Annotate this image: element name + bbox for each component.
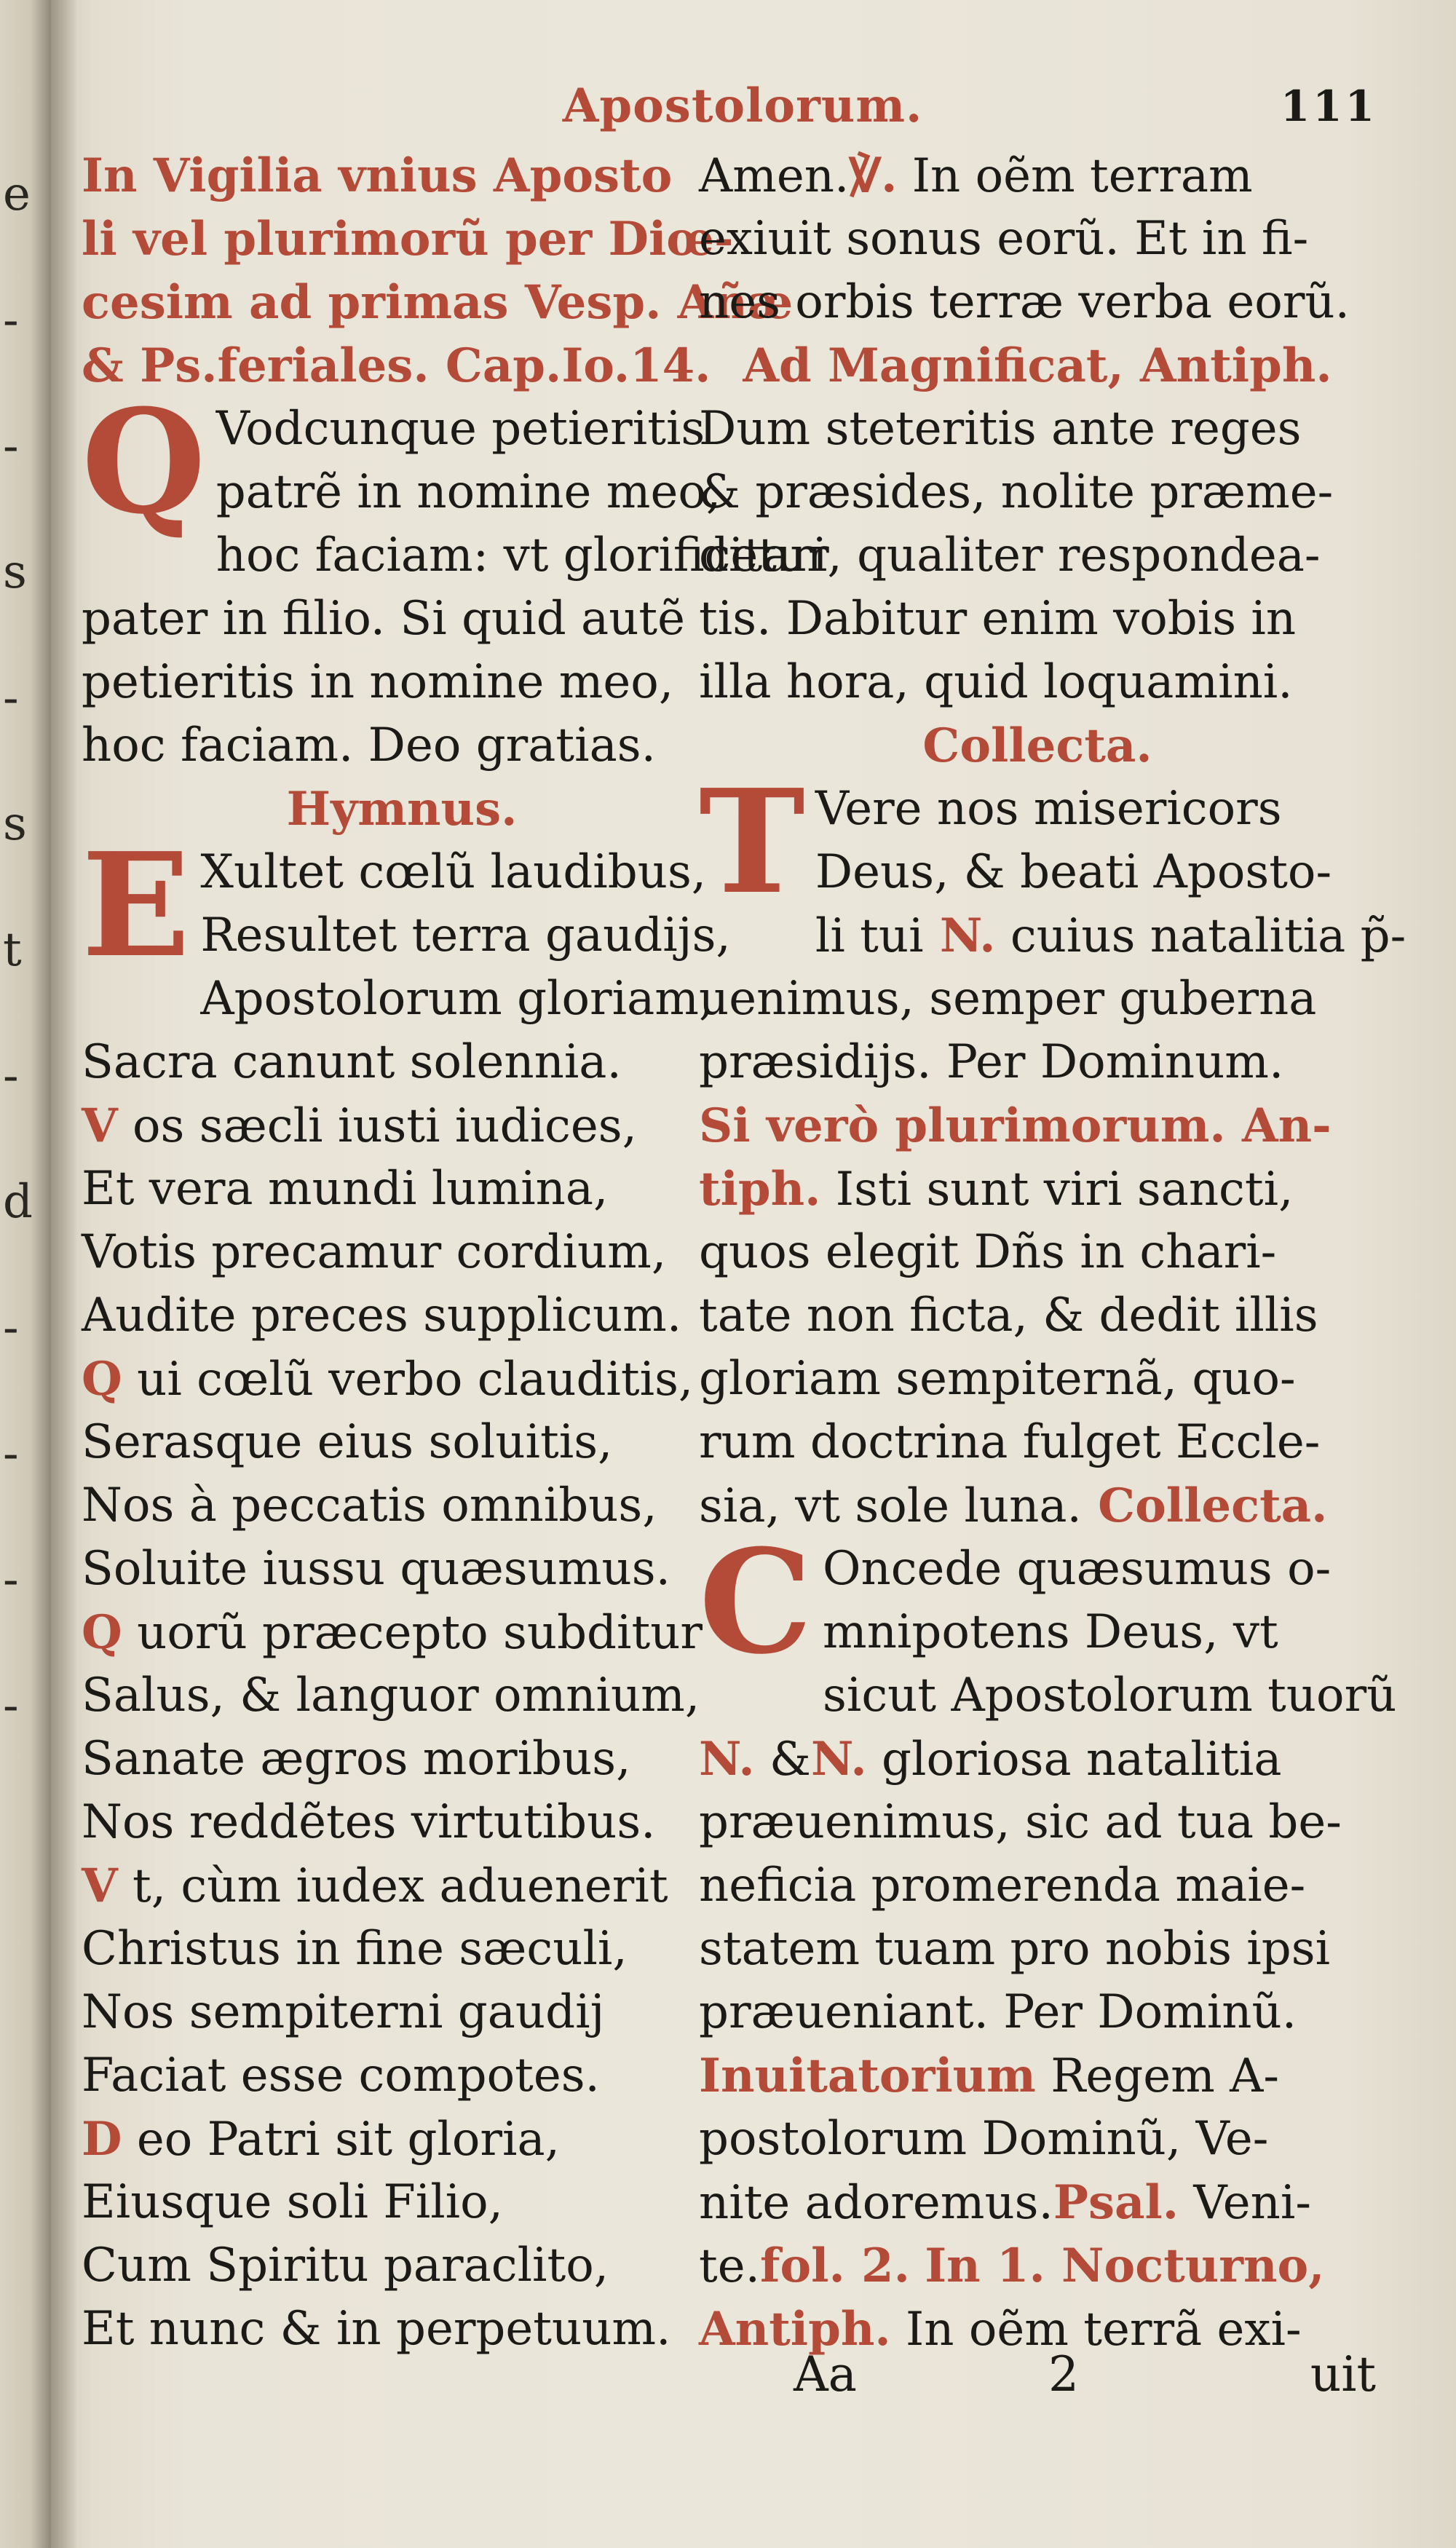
right-column-line	[699, 1348, 1376, 1411]
right-column-line	[699, 651, 1376, 714]
body-text: & præsides, nolite præme-	[699, 465, 1334, 519]
right-column-line	[699, 1031, 1376, 1094]
right-column-line	[699, 1791, 1376, 1854]
body-text: Resultet terra gaudijs,	[200, 909, 731, 962]
left-column-line	[82, 1284, 722, 1348]
body-text: Apostolorum gloriam,	[200, 972, 714, 1026]
right-column-line	[699, 968, 1376, 1031]
body-text: Votis precamur cordium,	[82, 1225, 667, 1279]
left-column-line	[82, 207, 734, 271]
previous-page-edge	[0, 0, 51, 2548]
left-column-line	[82, 1221, 722, 1284]
left-column-line	[82, 1538, 722, 1601]
right-column-line	[699, 1221, 1376, 1284]
body-text: sia, vt sole luna.	[699, 1479, 1082, 1533]
previous-page-fragment: -	[3, 1679, 19, 1733]
red-text: N.	[923, 909, 996, 963]
body-text: tis. Dabitur enim vobis in	[699, 592, 1297, 646]
drop-capital: Q	[82, 379, 206, 546]
body-text: In oẽm terram	[897, 149, 1253, 203]
drop-capital: E	[82, 822, 191, 989]
previous-page-fragment: s	[3, 545, 27, 599]
left-column-line	[82, 1791, 722, 1854]
rubric-text: Hymnus.	[286, 782, 518, 836]
body-text: Oncede quæsumus o-	[823, 1542, 1332, 1596]
left-column-line	[82, 587, 722, 651]
body-text: li tui	[815, 909, 924, 963]
right-column-line	[699, 524, 1376, 587]
body-text: Et nunc & in perpetuum.	[82, 2302, 671, 2356]
body-text: Veni-	[1179, 2176, 1311, 2230]
left-column-line	[82, 1411, 722, 1474]
left-column-line	[82, 1094, 722, 1158]
page-gutter-shadow	[51, 0, 77, 2548]
left-column-line	[82, 1664, 722, 1728]
folio-number: 111	[1280, 82, 1377, 131]
red-text: Antiph.	[699, 2302, 891, 2357]
previous-page-fragment: e	[3, 167, 31, 221]
body-text: Vere nos misericors	[815, 782, 1282, 836]
red-text: In 1. Nocturno,	[925, 2239, 1325, 2293]
left-column-line	[82, 1854, 722, 1918]
book-page	[51, 0, 1456, 2548]
body-text: rum doctrina fulget Eccle-	[699, 1415, 1321, 1469]
body-text: patrẽ in nomine meo,	[215, 465, 721, 519]
previous-page-fragment: s	[3, 797, 27, 851]
body-text: eo Patri sit gloria,	[122, 2113, 560, 2167]
left-column-line	[82, 1031, 722, 1094]
red-text: tiph.	[699, 1162, 821, 1216]
body-text: In oẽm terrã exi-	[890, 2303, 1302, 2357]
catchword: uit	[1310, 2346, 1376, 2402]
body-text: præueniant. Per Dominũ.	[699, 1985, 1297, 2039]
left-column-line	[82, 2234, 722, 2298]
right-column-line	[699, 1728, 1376, 1791]
body-text: præsidijs. Per Dominum.	[699, 1035, 1284, 1089]
body-text: Eiusque soli Filio,	[82, 2175, 503, 2229]
body-text: tate non ficta, & dedit illis	[699, 1289, 1318, 1342]
signature-mark: Aa	[794, 2346, 858, 2402]
body-text	[910, 2239, 925, 2293]
left-column-line	[82, 2044, 722, 2108]
body-text: Deus, & beati Aposto-	[815, 845, 1332, 899]
body-text: hoc faciam: vt glorificetur	[215, 529, 829, 582]
red-text: N.	[699, 1732, 755, 1787]
body-text: uenimus, semper guberna	[699, 972, 1317, 1026]
body-text: Xultet cœlũ laudibus,	[200, 845, 707, 899]
body-text: nite adoremus.	[699, 2176, 1053, 2230]
right-column-line	[699, 1474, 1376, 1538]
red-text: Psal.	[1053, 2175, 1179, 2230]
red-initial: Q	[82, 1352, 122, 1406]
left-column-line	[82, 714, 722, 778]
body-text: Vodcunque petieritis	[215, 402, 705, 456]
signature-number: 2	[1048, 2346, 1079, 2402]
body-text: Nos reddẽtes virtutibus.	[82, 1795, 656, 1849]
body-text: gloriosa natalitia	[866, 1733, 1282, 1787]
left-column-line	[82, 2108, 722, 2171]
red-initial: V	[82, 1099, 118, 1153]
body-text: Isti sunt viri sancti,	[820, 1163, 1294, 1216]
body-text: petieritis in nomine meo,	[82, 655, 674, 709]
right-column-line	[699, 1981, 1376, 2044]
body-text: ui cœlũ verbo clauditis,	[122, 1353, 694, 1406]
body-text: mnipotens Deus, vt	[823, 1605, 1278, 1659]
body-text: pater in filio. Si quid autẽ	[82, 592, 685, 646]
body-text: ditari, qualiter respondea-	[699, 529, 1321, 582]
running-head: Apostolorum.	[562, 79, 923, 133]
previous-page-fragment: -	[3, 671, 19, 725]
left-column-line	[82, 271, 794, 334]
left-column-line	[82, 1158, 722, 1221]
body-text: Serasque eius soluitis,	[82, 1415, 613, 1469]
body-text: Sacra canunt solennia.	[82, 1035, 622, 1089]
rubric-text: In Vigilia vnius Aposto	[82, 149, 673, 203]
previous-page-fragment: -	[3, 1553, 19, 1607]
left-column-line	[82, 1981, 722, 2044]
right-column-line	[699, 1918, 1376, 1981]
previous-page-fragment: d	[3, 1175, 33, 1229]
body-text: statem tuam pro nobis ipsi	[699, 1922, 1331, 1976]
previous-page-fragment: -	[3, 1049, 19, 1103]
red-text: fol. 2.	[759, 2239, 910, 2293]
red-initial: V	[82, 1859, 118, 1913]
right-column-line	[699, 461, 1376, 524]
body-text: Audite preces supplicum.	[82, 1289, 682, 1342]
red-text: ℣.	[849, 149, 898, 203]
body-text: Salus, & languor omnium,	[82, 1669, 700, 1722]
right-column-line	[699, 144, 1376, 207]
right-column-line	[699, 1094, 1376, 1158]
red-text: Inuitatorium	[699, 2049, 1036, 2103]
body-text: uorũ præcepto subditur	[122, 1606, 703, 1660]
body-text: nes orbis terræ verba eorũ.	[699, 275, 1350, 329]
rubric-text: Ad Magnificat, Antiph.	[743, 339, 1332, 393]
right-column-line	[699, 587, 1376, 651]
body-text: illa hora, quid loquamini.	[699, 655, 1293, 709]
drop-capital: T	[699, 759, 805, 926]
right-column-line	[699, 1284, 1376, 1348]
right-column-line	[699, 1158, 1376, 1221]
body-text: quos elegit Dñs in chari-	[699, 1225, 1277, 1279]
left-column-line	[82, 334, 722, 397]
body-text: te.	[699, 2239, 760, 2293]
right-column-line	[699, 334, 1376, 397]
body-text: neficia promerenda maie-	[699, 1859, 1306, 1912]
body-text: Faciat esse compotes.	[82, 2049, 600, 2102]
left-column-line	[82, 144, 722, 207]
previous-page-fragment: t	[3, 923, 22, 977]
previous-page-fragment: -	[3, 1427, 19, 1481]
body-text: Regem A-	[1035, 2049, 1279, 2103]
right-column-line	[699, 2171, 1376, 2234]
previous-page-fragment: -	[3, 293, 19, 347]
body-text: Nos sempiterni gaudij	[82, 1985, 605, 2039]
body-text: hoc faciam. Deo gratias.	[82, 719, 656, 772]
body-text: &	[754, 1733, 811, 1787]
rubric-text: & Ps.feriales. Cap.Io.14.	[82, 339, 711, 393]
left-column-line	[82, 1348, 722, 1411]
right-column-line	[699, 2108, 1376, 2171]
body-text: Et vera mundi lumina,	[82, 1162, 609, 1216]
right-column-line	[699, 207, 1376, 271]
body-text: Sanate ægros moribus,	[82, 1732, 631, 1786]
rubric-text: Collecta.	[922, 719, 1152, 773]
body-text: cuius natalitia p̃-	[995, 909, 1406, 963]
right-column-line	[699, 1411, 1376, 1474]
left-column-line	[82, 2171, 722, 2234]
rubric-text: Si verò plurimorum. An-	[699, 1099, 1332, 1153]
body-text: os sæcli iusti iudices,	[117, 1099, 637, 1153]
previous-page-fragment: -	[3, 419, 19, 473]
body-text: Soluite iussu quæsumus.	[82, 1542, 670, 1596]
drop-capital: C	[699, 1519, 812, 1686]
body-text: gloriam sempiternã, quo-	[699, 1352, 1296, 1406]
right-column-line	[699, 2044, 1376, 2108]
right-column-line	[699, 397, 1376, 461]
body-text: exiuit sonus eorũ. Et in fi-	[699, 212, 1309, 266]
right-column	[699, 144, 1406, 2361]
left-column-line	[82, 1728, 722, 1791]
body-text: Amen.	[699, 149, 850, 203]
body-text: præuenimus, sic ad tua be-	[699, 1795, 1342, 1849]
left-column-line	[82, 1918, 722, 1981]
rubric-text: li vel plurimorũ per Diœ-	[82, 212, 734, 266]
previous-page-fragment: -	[3, 1301, 19, 1355]
left-column-line	[82, 1474, 722, 1538]
right-column-line	[699, 271, 1376, 334]
body-text: Christus in fine sæculi,	[82, 1922, 628, 1976]
left-column-line	[82, 1601, 722, 1664]
right-column-line	[699, 2234, 1376, 2298]
left-column-line	[82, 2298, 722, 2361]
red-text: N.	[811, 1732, 867, 1787]
rubric-text: cesim ad primas Vesp. Añæ	[82, 275, 794, 330]
left-column-line	[82, 651, 722, 714]
body-text: postolorum Dominũ, Ve-	[699, 2112, 1269, 2166]
body-text: Nos à peccatis omnibus,	[82, 1479, 657, 1532]
red-text: Collecta.	[1081, 1479, 1328, 1533]
body-text: t, cùm iudex aduenerit	[117, 1859, 668, 1913]
red-initial: D	[82, 2112, 122, 2167]
red-initial: Q	[82, 1605, 122, 1660]
body-text: sicut Apostolorum tuorũ	[823, 1669, 1397, 1722]
body-text: Cum Spiritu paraclito,	[82, 2239, 609, 2292]
right-column-line	[699, 1854, 1376, 1918]
body-text: Dum steteritis ante reges	[699, 402, 1302, 456]
